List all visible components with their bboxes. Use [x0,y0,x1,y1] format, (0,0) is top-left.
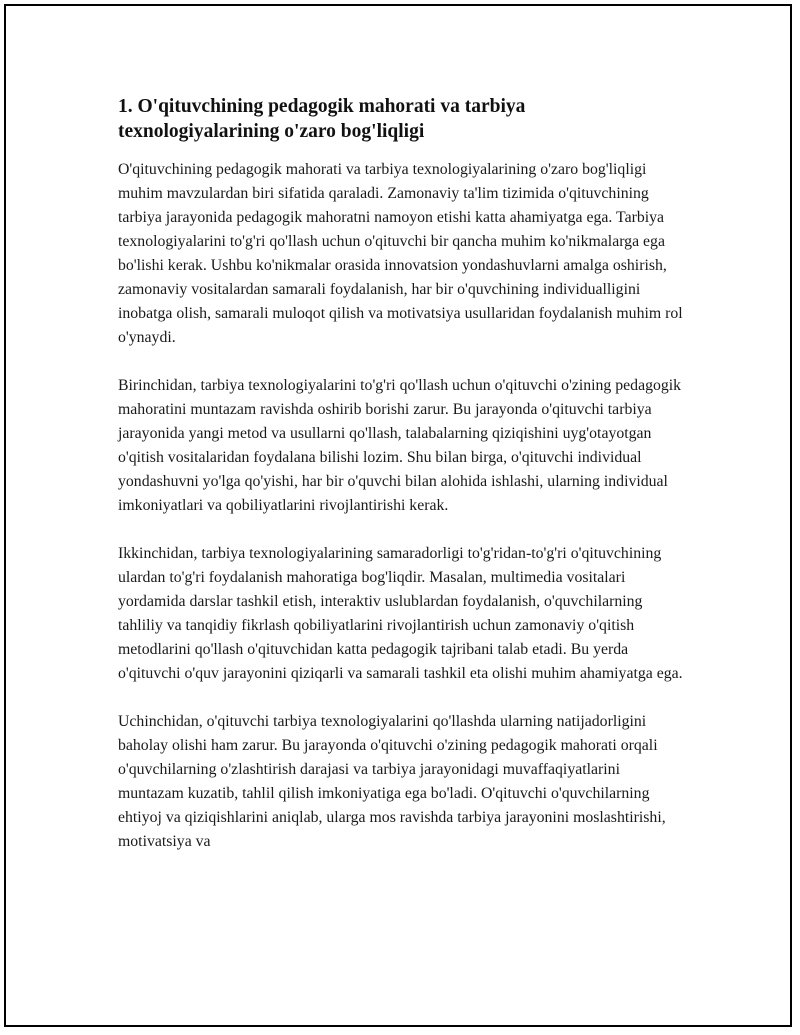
document-body [118,94,688,878]
paragraph-second: Ikkinchidan, tarbiya texnologiyalarining samaradorligi to'g'ridan-to'g'ri o'qituvchining ulardan to'g'ri foydalanish mahoratiga bog'liqdir. Masalan, multimedia vositalari yordamida darslar tashkil etish, interaktiv uslublardan foydalanish, o'quvchilarning tahliliy va tanqidiy fikrlash qobiliyatlarini rivojlantirish uchun zamonaviy o'qitish metodlarini qo'llash o'qituvchidan katta pedagogik tajribani talab etadi. Bu yerda o'qituvchi o'quv jarayonini qiziqarli va samarali tashkil eta olishi muhim ahamiyatga ega. [118,545,683,682]
section-heading: 1. O'qituvchining pedagogik mahorati va tarbiya texnologiyalarining o'zaro bog'liqligi [118,96,526,142]
paragraph-intro: O'qituvchining pedagogik mahorati va tarbiya texnologiyalarining o'zaro bog'liqligi muhim mavzulardan biri sifatida qaraladi. Zamonaviy ta'lim tizimida o'qituvchining tarbiya jarayonida pedagogik mahoratni namoyon etishi katta ahamiyatga ega. Tarbiya texnologiyalarini to'g'ri qo'llash uchun o'qituvchi bir qancha muhim ko'nikmalarga ega bo'lishi kerak. Ushbu ko'nikmalar orasida innovatsion yondashuvlarni amalga oshirish, zamonaviy vositalardan samarali foydalanish, har bir o'quvchining individualligini inobatga olish, samarali muloqot qilish va motivatsiya usullaridan foydalanish muhim rol o'ynaydi. [118,161,683,346]
paragraph-first: Birinchidan, tarbiya texnologiyalarini to'g'ri qo'llash uchun o'qituvchi o'zining pedagogik mahoratini muntazam ravishda oshirib borishi zarur. Bu jarayonda o'qituvchi tarbiya jarayonida yangi metod va usullarni qo'llash, talabalarning qiziqishini uyg'otayotgan o'qitish vositalaridan foydalana bilishi lozim. Shu bilan birga, o'qituvchi individual yondashuvni yo'lga qo'yishi, har bir o'quvchi bilan alohida ishlashi, ularning individual imkoniyatlari va qobiliyatlarini rivojlantirishi kerak. [118,377,682,514]
paragraph-third: Uchinchidan, o'qituvchi tarbiya texnologiyalarini qo'llashda ularning natijadorligini baholay olishi ham zarur. Bu jarayonda o'qituvchi o'zining pedagogik mahorati orqali o'quvchilarning o'zlashtirish darajasi va tarbiya jarayonidagi muvaffaqiyatlarini muntazam kuzatib, tahlil qilish imkoniyatiga ega bo'ladi. O'qituvchi o'quvchilarning ehtiyoj va qiziqishlarini aniqlab, ularga mos ravishda tarbiya jarayonini moslashtirishi, motivatsiya va [118,713,666,850]
